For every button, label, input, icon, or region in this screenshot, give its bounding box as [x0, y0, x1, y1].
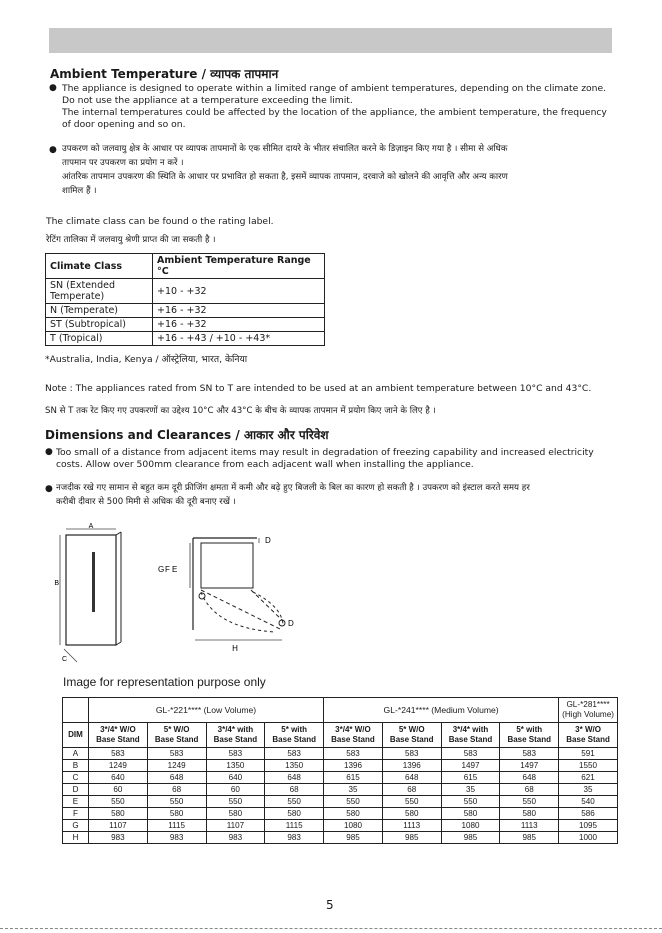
- image-caption: Image for representation purpose only: [63, 675, 266, 689]
- table-cell: 580: [206, 808, 265, 820]
- table-cell: 580: [147, 808, 206, 820]
- table-cell: 583: [147, 748, 206, 760]
- table-cell: 1249: [147, 760, 206, 772]
- table-cell: 1550: [559, 760, 618, 772]
- table-cell: 1497: [441, 760, 500, 772]
- table-cell: 621: [559, 772, 618, 784]
- bullet-icon: ●: [49, 83, 57, 93]
- dimensions-title: Dimensions and Clearances / आकार और परिवेश: [45, 428, 329, 442]
- fridge-handle: [92, 552, 95, 612]
- text-line: आंतरिक तापमान उपकरण की स्थिति के आधार पर प्रभावित हो सकता है, इसमें व्यापक तापमान, दरवाजे को खोलने की आवृत्ति और अन्य कारण: [62, 172, 508, 182]
- table-cell: 583: [382, 748, 441, 760]
- table-cell: 985: [382, 832, 441, 844]
- table-cell: 983: [206, 832, 265, 844]
- table-cell: 648: [265, 772, 324, 784]
- table-cell: 580: [89, 808, 148, 820]
- climate-note-en: The climate class can be found o the rating label.: [46, 216, 274, 227]
- table-cell: 983: [265, 832, 324, 844]
- table-row: [63, 772, 618, 784]
- table-cell: 68: [500, 784, 559, 796]
- table-row: [63, 796, 618, 808]
- dim-label-cell: C: [63, 772, 89, 784]
- ambient-bullet-hi: [62, 142, 622, 198]
- text-line: Do not use the appliance at a temperature exceeding the limit.: [62, 95, 353, 106]
- table-cell: 648: [382, 772, 441, 784]
- diagram-label-d2: D: [288, 619, 294, 628]
- text-line: उपकरण को जलवायु क्षेत्र के आधार पर व्यापक तापमानों के एक सीमित दायरे के भीतर संचालित करने के डिज़ाइन किए गया है । सीमा से अधिक: [62, 144, 508, 154]
- table-row: [63, 832, 618, 844]
- table-row: [63, 808, 618, 820]
- subheader-cell: 5* W/O Base Stand: [382, 723, 441, 748]
- table-cell: 583: [324, 748, 383, 760]
- bullet-icon: ●: [45, 484, 53, 494]
- subheader-cell: 3*/4* with Base Stand: [441, 723, 500, 748]
- table-cell: 580: [382, 808, 441, 820]
- table-subheader-row: [63, 723, 618, 748]
- table-cell: +10 - +32: [153, 279, 325, 304]
- table-cell: 583: [265, 748, 324, 760]
- table-cell: 580: [500, 808, 559, 820]
- diagram-label-e: E: [172, 565, 178, 574]
- table-cell: 583: [441, 748, 500, 760]
- climate-footnote: *Australia, India, Kenya / ऑस्ट्रेलिया, भारत, केनिया: [45, 354, 248, 365]
- table-header-cell: Ambient Temperature Range °C: [153, 254, 325, 279]
- subheader-cell: 3*/4* with Base Stand: [206, 723, 265, 748]
- table-cell: 580: [441, 808, 500, 820]
- table-cell: 1113: [382, 820, 441, 832]
- table-cell: 985: [324, 832, 383, 844]
- table-cell: 1396: [382, 760, 441, 772]
- table-cell: 586: [559, 808, 618, 820]
- text-line: शामिल हैं ।: [62, 186, 97, 196]
- table-cell: 615: [324, 772, 383, 784]
- subheader-cell: 5* W/O Base Stand: [147, 723, 206, 748]
- header-bar: [49, 28, 612, 53]
- diagram-label-g: G: [158, 565, 165, 574]
- diagram-label-a: A: [88, 523, 94, 530]
- table-cell: 550: [324, 796, 383, 808]
- table-cell: 1497: [500, 760, 559, 772]
- note-hi: SN से T तक रेट किए गए उपकरणों का उद्देश्य 10°C और 43°C के बीच के व्यापक तापमान में प्रयोग किए जाने के लिए है ।: [45, 406, 436, 416]
- note-en: Note : The appliances rated from SN to T are intended to be used at an ambient temperature between 10°C and 43°C.: [45, 383, 592, 394]
- subheader-cell: 5* with Base Stand: [500, 723, 559, 748]
- table-cell: 1107: [206, 820, 265, 832]
- table-cell: 640: [89, 772, 148, 784]
- table-cell: 35: [324, 784, 383, 796]
- subheader-cell: 5* with Base Stand: [265, 723, 324, 748]
- table-cell: 1115: [147, 820, 206, 832]
- table-row: [46, 304, 325, 318]
- dimensions-bullet-hi: [56, 481, 626, 509]
- table-cell: T (Tropical): [46, 332, 153, 346]
- page-bottom-divider: [0, 928, 662, 929]
- table-row: [46, 332, 325, 346]
- bullet-icon: ●: [49, 145, 57, 155]
- table-cell: 550: [382, 796, 441, 808]
- diagram-label-b: B: [54, 580, 59, 587]
- table-cell: 540: [559, 796, 618, 808]
- text-line: The internal temperatures could be affected by the location of the appliance, the ambient temperature, the frequency: [62, 107, 607, 118]
- table-row: [63, 820, 618, 832]
- table-cell: +16 - +32: [153, 304, 325, 318]
- fridge-plan: [201, 543, 253, 588]
- table-cell: 68: [147, 784, 206, 796]
- table-row: [63, 748, 618, 760]
- table-cell: 1350: [265, 760, 324, 772]
- climate-class-table: [45, 253, 325, 346]
- dim-label-cell: B: [63, 760, 89, 772]
- dimension-table: [62, 697, 618, 844]
- table-cell: 550: [147, 796, 206, 808]
- text-line: करीबी दीवार से 500 मिमी से अधिक की दूरी बनाए रखें ।: [56, 497, 236, 507]
- table-group-row: [63, 698, 618, 723]
- table-cell: 35: [441, 784, 500, 796]
- text-line: costs. Allow over 500mm clearance from each adjacent wall when installing the appliance.: [56, 459, 474, 470]
- table-cell: N (Temperate): [46, 304, 153, 318]
- table-cell: SN (Extended Temperate): [46, 279, 153, 304]
- page-number: 5: [326, 898, 334, 912]
- table-cell: 35: [559, 784, 618, 796]
- table-cell: 580: [324, 808, 383, 820]
- table-cell: 1095: [559, 820, 618, 832]
- table-cell: 1080: [441, 820, 500, 832]
- dim-label-cell: A: [63, 748, 89, 760]
- diagram-label-d: D: [265, 536, 271, 545]
- table-cell: 550: [206, 796, 265, 808]
- group-low-volume: GL-*221**** (Low Volume): [89, 698, 324, 723]
- ambient-temperature-title: Ambient Temperature / व्यापक तापमान: [50, 67, 279, 81]
- table-cell: 1115: [265, 820, 324, 832]
- dim-label-cell: D: [63, 784, 89, 796]
- table-cell: 983: [89, 832, 148, 844]
- subheader-cell: 3* W/O Base Stand: [559, 723, 618, 748]
- table-header-row: [46, 254, 325, 279]
- table-row: [46, 318, 325, 332]
- subheader-cell: 3*/4* W/O Base Stand: [89, 723, 148, 748]
- table-row: [63, 760, 618, 772]
- table-cell: 648: [500, 772, 559, 784]
- table-cell: +16 - +43 / +10 - +43*: [153, 332, 325, 346]
- table-cell: 583: [89, 748, 148, 760]
- table-cell: 985: [441, 832, 500, 844]
- text-line: तापमान पर उपकरण का प्रयोग न करें ।: [62, 158, 184, 168]
- blank-cell: [63, 698, 89, 723]
- table-cell: 550: [441, 796, 500, 808]
- table-cell: 591: [559, 748, 618, 760]
- table-cell: 1249: [89, 760, 148, 772]
- table-cell: 60: [89, 784, 148, 796]
- table-cell: ST (Subtropical): [46, 318, 153, 332]
- table-cell: 550: [265, 796, 324, 808]
- table-cell: 550: [500, 796, 559, 808]
- table-cell: 983: [147, 832, 206, 844]
- table-cell: 1080: [324, 820, 383, 832]
- fridge-body: [66, 535, 116, 645]
- group-high-volume: GL-*281**** (High Volume): [559, 698, 618, 723]
- table-cell: 580: [265, 808, 324, 820]
- table-row: [46, 279, 325, 304]
- dim-label-cell: F: [63, 808, 89, 820]
- ambient-bullet-en: [62, 83, 622, 131]
- diagram-label-f: F: [165, 565, 170, 574]
- text-line: नजदीक रखे गए सामान से बहुत कम दूरी फ्रीजिंग क्षमता में कमी और बढ़े हुए बिजली के बिल का कारण हो सकती है । उपकरण को इंस्टाल करते समय हर: [56, 483, 530, 493]
- table-cell: 640: [206, 772, 265, 784]
- text-line: Too small of a distance from adjacent items may result in degradation of freezing capability and increased electricity: [56, 447, 594, 458]
- diagram-label-c: C: [61, 656, 67, 663]
- table-cell: 583: [500, 748, 559, 760]
- dimensions-bullet-en: [56, 447, 626, 471]
- table-cell: 550: [89, 796, 148, 808]
- table-cell: 985: [500, 832, 559, 844]
- dim-header: DIM: [63, 723, 89, 748]
- dim-label-cell: E: [63, 796, 89, 808]
- bullet-icon: ●: [45, 447, 53, 457]
- diagram-label-h: H: [232, 644, 238, 653]
- dim-label-cell: G: [63, 820, 89, 832]
- dim-label-cell: H: [63, 832, 89, 844]
- table-cell: 583: [206, 748, 265, 760]
- table-cell: 1000: [559, 832, 618, 844]
- table-cell: 1107: [89, 820, 148, 832]
- table-cell: 1350: [206, 760, 265, 772]
- climate-note-hi: रेटिंग तालिका में जलवायु श्रेणी प्राप्त की जा सकती है ।: [46, 235, 216, 245]
- group-medium-volume: GL-*241**** (Medium Volume): [324, 698, 559, 723]
- table-row: [63, 784, 618, 796]
- dimension-table-body: [63, 748, 618, 844]
- table-cell: 1113: [500, 820, 559, 832]
- table-cell: +16 - +32: [153, 318, 325, 332]
- table-cell: 60: [206, 784, 265, 796]
- text-line: The appliance is designed to operate within a limited range of ambient temperatures, depending on the climate zone.: [62, 83, 607, 94]
- table-cell: 615: [441, 772, 500, 784]
- table-cell: 68: [265, 784, 324, 796]
- table-cell: 648: [147, 772, 206, 784]
- table-cell: 1396: [324, 760, 383, 772]
- table-header-cell: Climate Class: [46, 254, 153, 279]
- fridge-dimension-diagram: [45, 520, 305, 680]
- text-line: of door opening and so on.: [62, 119, 186, 130]
- subheader-cell: 3*/4* W/O Base Stand: [324, 723, 383, 748]
- table-cell: 68: [382, 784, 441, 796]
